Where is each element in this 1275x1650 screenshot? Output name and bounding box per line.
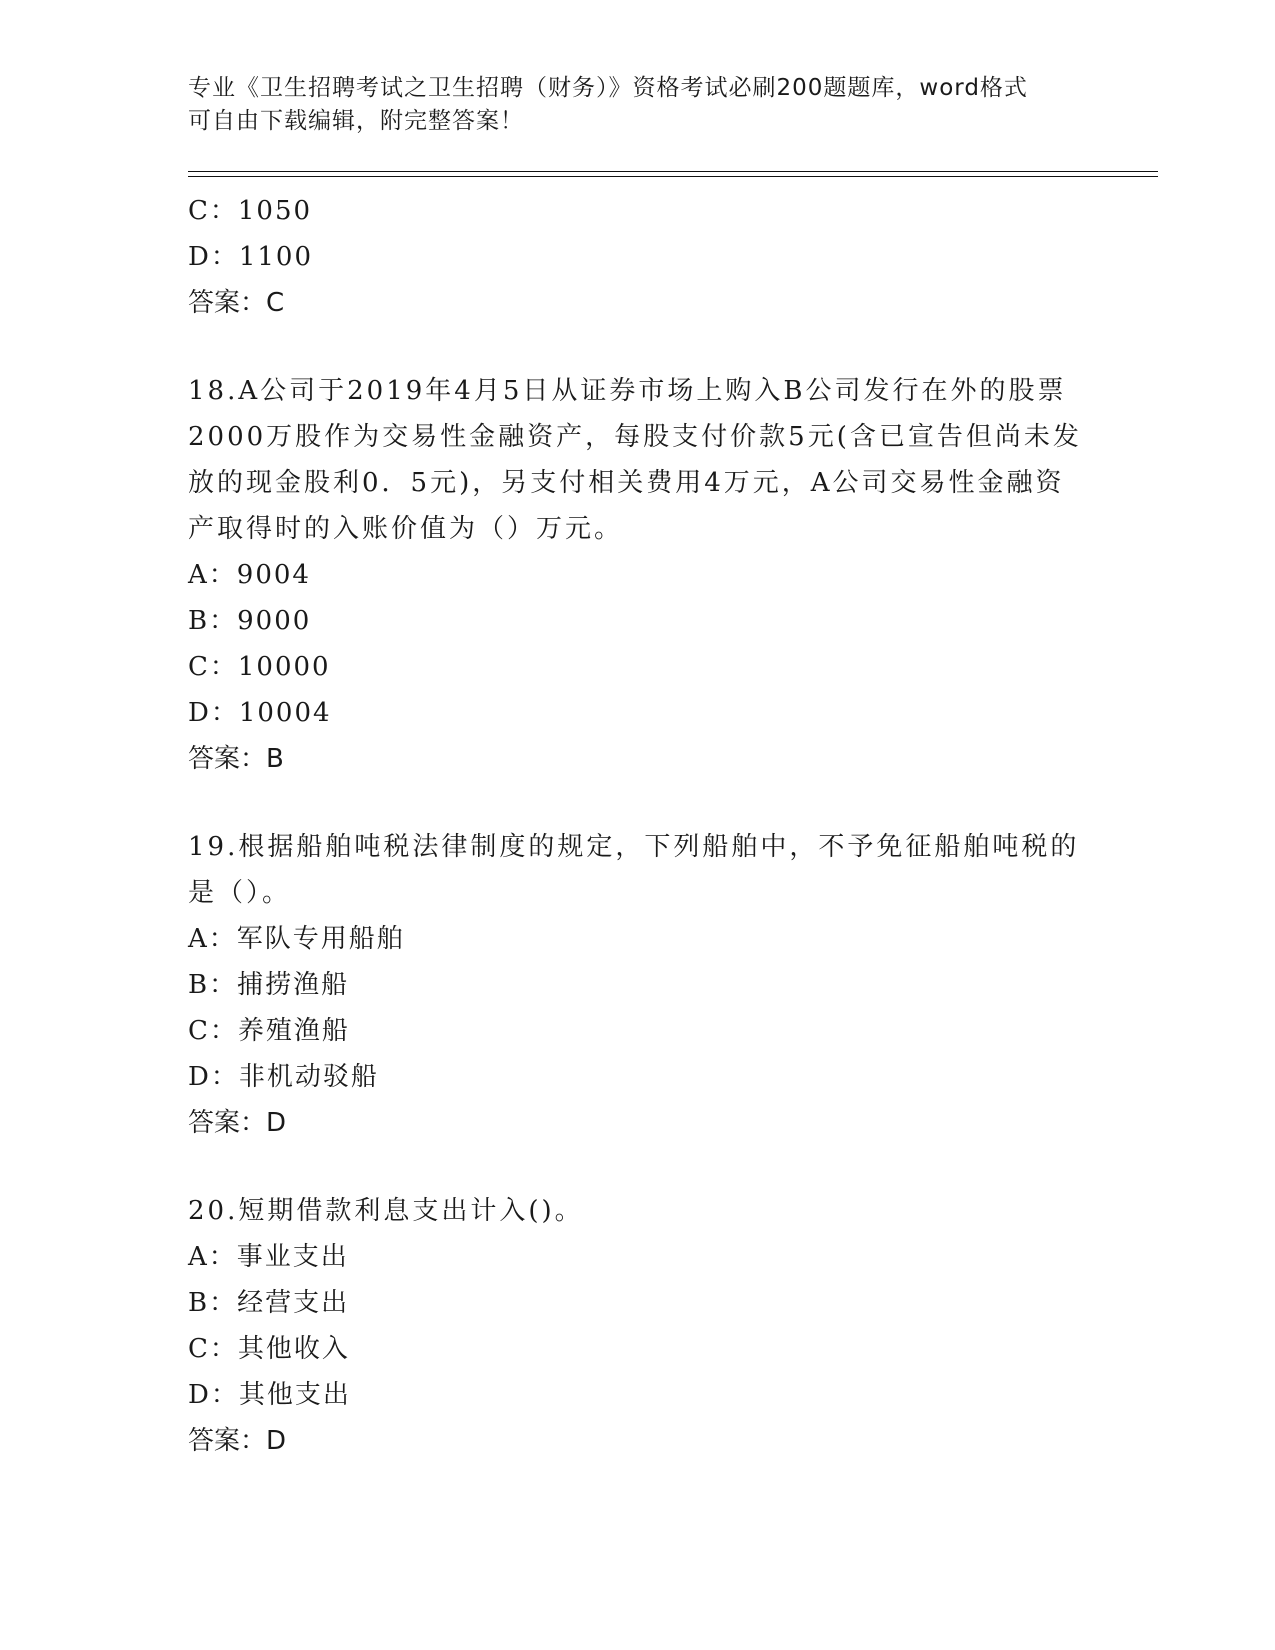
option-b: B：捕捞渔船 (188, 970, 350, 1000)
question-line: 18.A公司于2019年4月5日从证券市场上购入B公司发行在外的股票 (188, 376, 1067, 406)
option-c: C：养殖渔船 (188, 1016, 350, 1046)
header-line-1: 专业《卫生招聘考试之卫生招聘（财务）》资格考试必刷200题题库，word格式 (188, 75, 1028, 101)
question-line: 放的现金股利0．5元)，另支付相关费用4万元，A公司交易性金融资 (188, 468, 1065, 498)
prev-question-tail (188, 188, 1088, 326)
question-text (188, 824, 1088, 916)
question-18 (188, 368, 1088, 782)
question-line: 20.短期借款利息支出计入()。 (188, 1196, 584, 1226)
question-line: 2000万股作为交易性金融资产，每股支付价款5元(含已宣告但尚未发 (188, 422, 1082, 452)
question-line: 是（）。 (188, 878, 292, 908)
option-a: A：军队专用船舶 (188, 924, 405, 954)
option-a: A：事业支出 (188, 1242, 349, 1272)
option-d: D：非机动驳船 (188, 1062, 379, 1092)
option-a: A：9004 (188, 560, 311, 590)
option-b: B：经营支出 (188, 1288, 350, 1318)
option-d: D：10004 (188, 698, 332, 728)
header-line-2: 可自由下载编辑，附完整答案！ (188, 108, 524, 134)
document-header (188, 72, 1088, 138)
option-c: C：其他收入 (188, 1334, 350, 1364)
option-d: D：1100 (188, 242, 314, 272)
option-b: B：9000 (188, 606, 312, 636)
question-text (188, 1188, 1088, 1234)
question-line: 产取得时的入账价值为（）万元。 (188, 514, 624, 544)
question-20 (188, 1188, 1088, 1464)
question-content (188, 188, 1088, 1464)
question-text (188, 368, 1088, 552)
header-rule-bottom (188, 176, 1158, 177)
option-c: C：10000 (188, 652, 331, 682)
question-line: 19.根据船舶吨税法律制度的规定，下列船舶中，不予免征船舶吨税的 (188, 832, 1080, 862)
answer-line: 答案：B (188, 744, 284, 774)
question-19 (188, 824, 1088, 1146)
answer-line: 答案：D (188, 1426, 287, 1456)
answer-line: 答案：D (188, 1108, 287, 1138)
option-d: D：其他支出 (188, 1380, 351, 1410)
option-c: C：1050 (188, 196, 313, 226)
header-rule-top (188, 171, 1158, 172)
answer-line: 答案：C (188, 288, 285, 318)
